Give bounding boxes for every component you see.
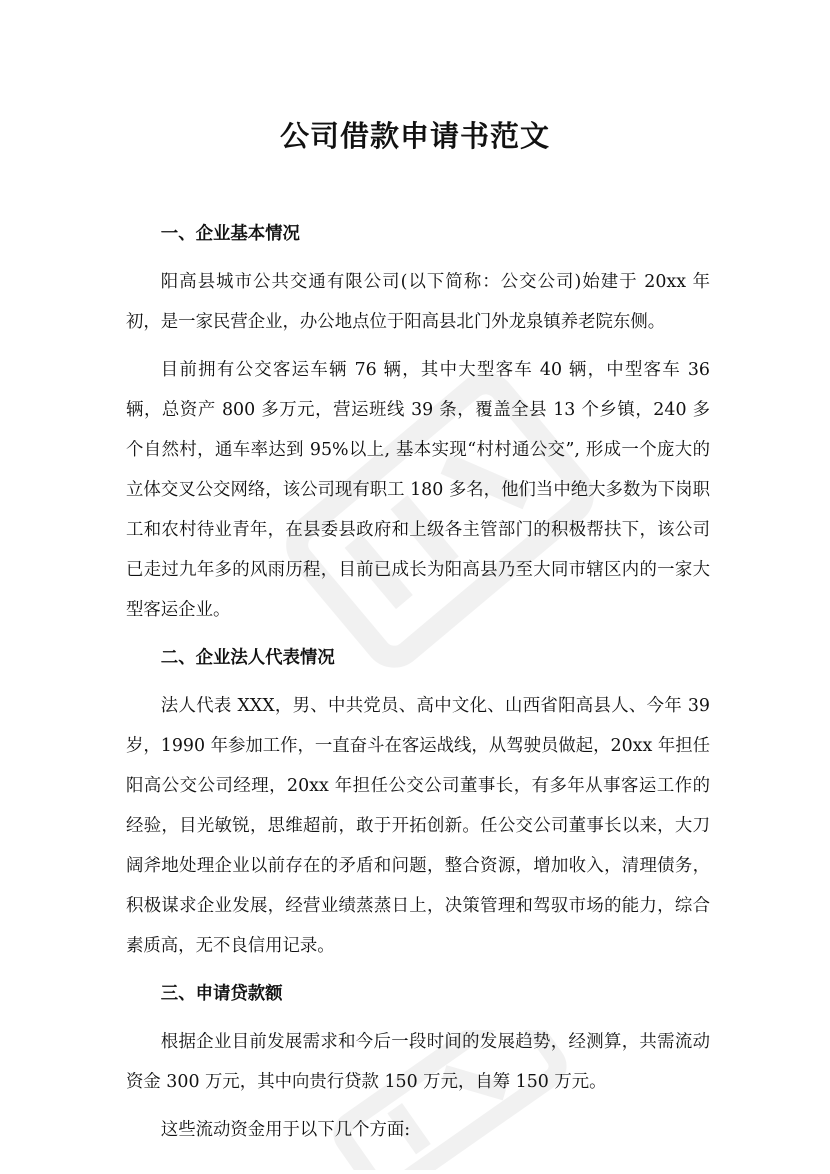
paragraph: 这些流动资金用于以下几个方面: <box>160 1120 411 1140</box>
section-heading-loan-amount: 三、申请贷款额 <box>160 984 283 1004</box>
section-heading-legal-rep: 二、企业法人代表情况 <box>160 648 335 668</box>
paragraph: 法人代表 XXX，男、中共党员、高中文化、山西省阳高县人、今年 39 岁，1990 年参加工作，一直奋斗在客运战线，从驾驶员做起，20xx 年担任阳高公交公司经理，20xx 年担任公交公司董事长，有多年从事客运工作的经验，目光敏锐，思维超前，敢于开拓创新。任公交公司董事长以来，大刀阔斧地处理企业以前存在的矛盾和问题，整合资源，增加收入，清理债务，积极谋求企业发展，经营业绩蒸蒸日上，决策管理和驾驭市场的能力，综合素质高，无不良信用记录。 <box>126 696 710 956</box>
paragraph: 阳高县城市公共交通有限公司(以下简称：公交公司)始建于 20xx 年初，是一家民营企业，办公地点位于阳高县北门外龙泉镇养老院东侧。 <box>126 272 710 332</box>
paragraph: 根据企业目前发展需求和今后一段时间的发展趋势，经测算，共需流动资金 300 万元，其中向贵行贷款 150 万元，自筹 150 万元。 <box>126 1032 710 1092</box>
section-heading-basic-info: 一、企业基本情况 <box>160 224 300 244</box>
document-body <box>126 214 710 1158</box>
document-title: 公司借款申请书范文 <box>279 119 550 153</box>
paragraph: 目前拥有公交客运车辆 76 辆，其中大型客车 40 辆，中型客车 36 辆，总资产 800 多万元，营运班线 39 条，覆盖全县 13 个乡镇，240 多个自然村，通车率达到 95%以上, 基本实现“村村通公交”, 形成一个庞大的立体交叉公交网络，该公司现有职工 180 多名，他们当中绝大多数为下岗职工和农村待业青年，在县委县政府和上级各主管部门的积极帮扶下，该公司已走过九年多的风雨历程，目前已成长为阳高县乃至大同市辖区内的一家大型客运企业。 <box>126 360 710 620</box>
